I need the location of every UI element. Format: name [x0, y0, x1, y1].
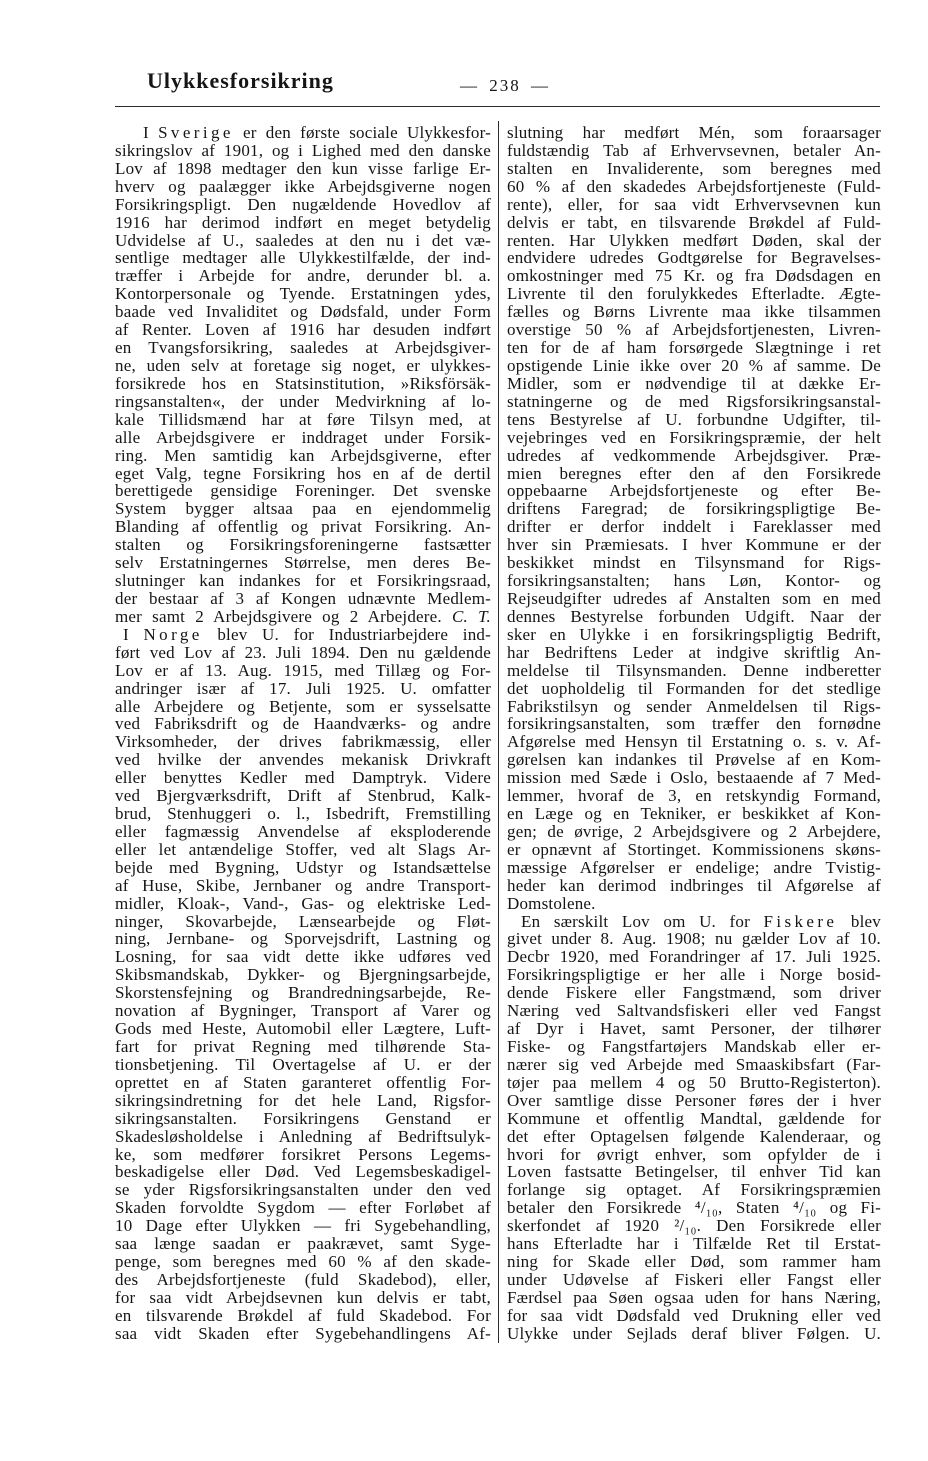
text-line: [115, 1038, 491, 1056]
line-text: ved Fabriksdrift og de Haandværks- og andre: [115, 714, 491, 734]
line-text: rente), eller, for saa vidt Erhvervsevnen kun: [507, 194, 881, 214]
text-line: [115, 178, 491, 196]
text-line: [507, 626, 881, 644]
text-line: [115, 375, 491, 393]
text-line: [507, 1253, 881, 1271]
line-text: saa vidt Skaden efter Sygebehandlingens Af-: [115, 1323, 491, 1343]
text-line: [115, 429, 491, 447]
line-text: hvori for øvrigt enhver, som opfylder de i: [507, 1144, 881, 1164]
text-line: [507, 1271, 881, 1289]
text-line: [115, 715, 491, 733]
text-line: [115, 590, 491, 608]
text-line: [507, 393, 881, 411]
line-text: oprettet en af Staten garanteret offentlig For-: [115, 1072, 491, 1092]
text-line: [115, 769, 491, 787]
line-text: slutninger kan indankes for et Forsikringsraad,: [115, 571, 491, 591]
line-text: en Læge og en Tekniker, er beskikket af Kon-: [507, 804, 881, 824]
line-text: baade ved Invaliditet og Dødsfald, under Form: [115, 302, 491, 322]
text-line: [507, 733, 881, 751]
text-line: [507, 232, 881, 250]
line-text: eller fagmæssig Anvendelse af eksploderende: [115, 821, 491, 841]
line-text: for saa vidt Dødsfald ved Drukning eller ved: [507, 1305, 881, 1325]
line-text: sikringslov af 1901, og i Lighed med den danske: [115, 140, 491, 160]
text-line: [507, 214, 881, 232]
text-line: [507, 321, 881, 339]
text-line: [115, 626, 491, 644]
line-text: I: [143, 123, 159, 142]
text-line: [507, 339, 881, 357]
line-text: Decbr 1920, med Forandringer af 17. Juli 1925.: [507, 947, 881, 967]
line-text: nærer sig ved Arbejde med Smaaskibsfart (Far-: [507, 1054, 881, 1074]
text-line: [115, 1110, 491, 1128]
line-text: forsikringsanstalten; hans Løn, Kontor- og: [507, 571, 881, 591]
text-line: [507, 769, 881, 787]
line-text: mer samt 2 Arbejdsgivere og 2 Arbejdere.: [115, 606, 452, 626]
line-text: dennes Bestyrelse forbunden Udgift. Naar der: [507, 606, 881, 626]
text-line: [507, 859, 881, 877]
text-line: [507, 1199, 881, 1217]
text-line: [115, 1146, 491, 1164]
text-line: [507, 1163, 881, 1181]
text-line: [507, 1038, 881, 1056]
line-text: ning for Skade eller Død, som rammer ham: [507, 1252, 881, 1272]
line-text: betaler den Forsikrede ⁴/₁₀, Staten ⁴/₁₀ og Fi-: [507, 1198, 881, 1218]
line-text: gen; de øvrige, 2 Arbejdsgivere og 2 Arbejdere,: [507, 821, 881, 841]
line-text: hans Efterladte har i Tilfælde Ret til Erstat-: [507, 1234, 881, 1254]
line-text: Livrente til den forulykkedes Efterladte. Ægte-: [507, 284, 881, 304]
line-text: novation af Bygninger, Transport af Varer og: [115, 1001, 491, 1021]
text-line: [507, 518, 881, 536]
text-line: [115, 1253, 491, 1271]
line-text: forsikrede hos en Statsinstitution, »Riksförsäk-: [115, 373, 491, 393]
text-line: [507, 930, 881, 948]
line-text: midler, Kloak-, Vand-, Gas- og elektriske Led-: [115, 893, 491, 913]
text-line: [507, 536, 881, 554]
line-text: 60 % af den skadedes Arbejdsfortjeneste (Fuld-: [507, 176, 881, 196]
line-text: beskadigelse eller Død. Ved Legemsbeskadigel-: [115, 1162, 491, 1182]
line-text: det uopholdelig til Formanden for det stedlige: [507, 678, 881, 698]
line-text: beskikket mindst en Tilsynsmand for Rigs-: [507, 553, 881, 573]
text-line: [507, 662, 881, 680]
line-text: eget Valg, tegne Forsikring hos en af de dertil: [115, 463, 491, 483]
line-text: Skorstensfejning og Brandredningsarbejde, Re-: [115, 983, 491, 1003]
text-line: [115, 1020, 491, 1038]
line-text: kale Tillidsmænd har at føre Tilsyn med, at: [115, 409, 491, 429]
text-line: [115, 249, 491, 267]
paragraph: [507, 913, 881, 1343]
text-line: [115, 841, 491, 859]
text-line: [507, 1074, 881, 1092]
line-text: sker en Ulykke i en forsikringspligtig Bedrift,: [507, 624, 881, 644]
spaced-emphasis: Norge: [143, 624, 203, 644]
line-text: sikringsanstalten. Forsikringens Genstand er: [115, 1108, 491, 1128]
line-text: ke, som medfører forsikret Persons Legems-: [115, 1144, 491, 1164]
line-text: Kommune et offentlig Mandtal, gældende for: [507, 1108, 881, 1128]
line-text: En særskilt Lov om U. for: [521, 911, 764, 931]
paragraph: [507, 124, 881, 913]
line-text: bejde med Bygning, Udstyr og Istandsættelse: [115, 857, 491, 877]
line-text: er den første sociale Ulykkesfor-: [233, 123, 492, 142]
line-text: renten. Har Ulykken medført Døden, skal der: [507, 230, 881, 250]
line-text: ved Bjergværksdrift, Drift af Stenbrud, Kalk-: [115, 786, 491, 806]
text-line: [115, 698, 491, 716]
line-text: alle Arbejdere og Betjente, som er sysselsatte: [115, 696, 491, 716]
line-text: meldelse til Tilsynsmanden. Denne indberetter: [507, 660, 881, 680]
text-line: [115, 1181, 491, 1199]
line-text: ten for de af ham forsørgede Slægtninge i ret: [507, 338, 881, 358]
line-text: statningerne og de med Rigsforsikringsanstal-: [507, 391, 881, 411]
line-text: ført ved Lov af 23. Juli 1894. Den nu gældende: [115, 642, 491, 662]
line-text: vejebringes ved en Forsikringspræmie, der helt: [507, 427, 881, 447]
line-text: tens Bestyrelse af U. forbundne Udgifter, til-: [507, 409, 881, 429]
text-line: [115, 411, 491, 429]
text-line: [507, 554, 881, 572]
text-line: [115, 393, 491, 411]
text-line: [507, 877, 881, 895]
line-text: træffer i Arbejde for andre, derunder bl. a.: [115, 266, 491, 286]
text-line: [507, 160, 881, 178]
text-line: [115, 1074, 491, 1092]
line-text: se yder Rigsforsikringsanstalten under den ved: [115, 1180, 491, 1200]
text-line: [115, 339, 491, 357]
text-line: [115, 751, 491, 769]
text-line: [507, 572, 881, 590]
header-rule: [115, 106, 880, 107]
text-line: [115, 1056, 491, 1074]
text-line: [115, 787, 491, 805]
line-text: Udvidelse af U., saaledes at den nu i det væ-: [115, 230, 491, 250]
text-line: [507, 948, 881, 966]
line-text: Skaden forvoldte Sygdom — efter Forløbet af: [115, 1198, 491, 1218]
text-line: [115, 1002, 491, 1020]
line-text: penge, som beregnes med 60 % af den skade-: [115, 1252, 491, 1272]
text-line: [507, 1002, 881, 1020]
author-signature: C. T.: [452, 606, 491, 626]
line-text: Blanding af offentlig og privat Forsikring. An-: [115, 517, 491, 537]
line-text: I: [123, 624, 144, 644]
text-line: [507, 500, 881, 518]
text-line: [115, 482, 491, 500]
spaced-emphasis: Sverige: [158, 123, 234, 142]
line-text: forlange sig optaget. Af Forsikringspræmien: [507, 1180, 881, 1200]
line-text: berettigede gensidige Foreninger. Det svenske: [115, 481, 491, 501]
text-line: [507, 680, 881, 698]
text-line: [115, 447, 491, 465]
text-line: [507, 1217, 881, 1235]
line-text: har Bedriftens Leder at indgive skriftlig An-: [507, 642, 881, 662]
line-text: Midler, som er nødvendige til at dække Er-: [507, 373, 881, 393]
text-line: [507, 196, 881, 214]
text-line: [115, 895, 491, 913]
line-text: fuldstændig Tab af Erhvervsevnen, betaler An-: [507, 140, 881, 160]
line-text: Fabrikstilsyn og sender Anmeldelsen til Rigs-: [507, 696, 881, 716]
text-line: [115, 142, 491, 160]
running-head-title: Ulykkesforsikring: [147, 68, 334, 93]
text-line: [115, 196, 491, 214]
text-line: [507, 124, 881, 142]
line-text: ninger, Skovarbejde, Lænsearbejde og Fløt-: [115, 911, 491, 931]
text-line: [115, 1199, 491, 1217]
line-text: tøjer paa mellem 4 og 50 Brutto-Registerton).: [507, 1072, 881, 1092]
line-text: Losning, for saa vidt dette ikke udføres ved: [115, 947, 491, 967]
line-text: sikringsindretning for det hele Land, Rigsfor-: [115, 1090, 491, 1110]
line-text: af Huse, Skibe, Jernbaner og andre Transport-: [115, 875, 491, 895]
text-line: [115, 554, 491, 572]
text-line: [507, 787, 881, 805]
text-line: [115, 1092, 491, 1110]
line-text: hverv og paalægger ikke Arbejdsgiverne nogen: [115, 176, 491, 196]
text-line: [115, 465, 491, 483]
text-line: [507, 1289, 881, 1307]
text-line: [115, 357, 491, 375]
line-text: Gods med Heste, Automobil eller Lægtere, Luft-: [115, 1019, 491, 1039]
text-line: [507, 1128, 881, 1146]
line-text: sentlige medtager alle Ulykkestilfælde, der ind-: [115, 248, 491, 268]
line-text: skerfondet af 1920 ²/₁₀. Den Forsikrede eller: [507, 1216, 881, 1236]
line-text: 1916 har derimod indført en meget betydelig: [115, 212, 491, 232]
line-text: forsikringsanstalten, som træffer den fornødne: [507, 714, 881, 734]
text-line: [507, 895, 881, 913]
text-line: [507, 447, 881, 465]
spaced-emphasis: Fiskere: [763, 911, 838, 931]
text-line: [115, 1235, 491, 1253]
line-text: ring. Men samtidig kan Arbejdsgiverne, efter: [115, 445, 491, 465]
line-text: blev: [837, 911, 881, 931]
line-text: der bestaar af 3 af Kongen udnævnte Medlem-: [115, 588, 491, 608]
text-line: [115, 1307, 491, 1325]
text-line: [507, 590, 881, 608]
line-text: ringsanstalten«, der under Medvirkning af lo-: [115, 391, 491, 411]
text-line: [115, 124, 491, 142]
line-text: 10 Dage efter Ulykken — fri Sygebehandling,: [115, 1216, 491, 1236]
text-line: [115, 1128, 491, 1146]
text-line: [507, 1056, 881, 1074]
page-number: — 238 —: [460, 76, 550, 95]
text-line: [115, 966, 491, 984]
line-text: omkostninger med 75 Kr. og fra Dødsdagen en: [507, 266, 881, 286]
line-text: oppebaarne Arbejdsfortjeneste og efter Be-: [507, 481, 881, 501]
line-text: heder kan derimod indbringes til Afgørelse af: [507, 875, 881, 895]
text-line: [507, 823, 881, 841]
line-text: Skibsmandskab, Dykker- og Bjergningsarbejde,: [115, 965, 491, 985]
column-divider: [498, 121, 499, 1343]
text-line: [115, 518, 491, 536]
text-line: [507, 1325, 881, 1343]
line-text: stalten en Invaliderente, som beregnes med: [507, 158, 881, 178]
line-text: Over samtlige disse Personer føres der i hver: [507, 1090, 881, 1110]
text-line: [507, 1307, 881, 1325]
text-line: [115, 1325, 491, 1343]
line-text: Færdsel paa Søen ogsaa uden for hans Næring,: [507, 1287, 881, 1307]
line-text: givet under 8. Aug. 1908; nu gælder Lov af 10.: [507, 929, 881, 949]
text-line: [507, 375, 881, 393]
line-text: en Tvangsforsikring, saaledes at Arbejdsgiver-: [115, 338, 491, 358]
line-text: Næring ved Saltvandsfiskeri eller ved Fangst: [507, 1001, 881, 1021]
text-line: [115, 500, 491, 518]
line-text: det efter Optagelsen følgende Kalenderaar, og: [507, 1126, 881, 1146]
line-text: Skadesløsholdelse i Anledning af Bedriftsulyk-: [115, 1126, 491, 1146]
line-text: af Dyr i Havet, samt Personer, der tilhører: [507, 1019, 881, 1039]
text-line: [507, 1181, 881, 1199]
paragraph: [115, 124, 491, 626]
line-text: overstige 50 % af Arbejdsfortjenesten, Livren-: [507, 320, 881, 340]
text-line: [115, 733, 491, 751]
text-line: [507, 966, 881, 984]
line-text: Kontorpersonale og Tyende. Erstatningen ydes,: [115, 284, 491, 304]
text-line: [507, 267, 881, 285]
line-text: driftens Faregrad; de forsikringspligtige Be-: [507, 499, 881, 519]
text-line: [115, 805, 491, 823]
line-text: Afgørelse med Hensyn til Erstatning o. s. v. Af-: [507, 732, 881, 752]
line-text: dende Fiskere eller Fangstmænd, som driver: [507, 983, 881, 1003]
line-text: eller benyttes Kedler med Damptryk. Videre: [115, 768, 491, 788]
text-line: [507, 1110, 881, 1128]
line-text: af Renter. Loven af 1916 har desuden indført: [115, 320, 491, 340]
text-line: [507, 751, 881, 769]
text-line: [115, 303, 491, 321]
line-text: gørelsen kan indankes til Prøvelse af en Kom-: [507, 750, 881, 770]
text-line: [507, 913, 881, 931]
paragraph: [115, 626, 491, 1343]
text-line: [507, 285, 881, 303]
text-line: [507, 465, 881, 483]
text-line: [507, 841, 881, 859]
line-text: Rejseudgifter udredes af Anstalten som en med: [507, 588, 881, 608]
text-line: [507, 429, 881, 447]
line-text: hver sin Præmiesats. I hver Kommune er der: [507, 535, 881, 555]
line-text: des Arbejdsfortjeneste (fuld Skadebod), eller,: [115, 1270, 491, 1289]
text-line: [507, 178, 881, 196]
line-text: ne, uden selv at foretage sig noget, er ulykkes-: [115, 355, 491, 375]
line-text: Loven fastsatte Betingelser, til enhver Tid kan: [507, 1162, 881, 1182]
line-text: Fiske- og Fangstfartøjers Mandskab eller er-: [507, 1037, 881, 1057]
text-line: [507, 357, 881, 375]
text-line: [115, 1163, 491, 1181]
text-line: [507, 698, 881, 716]
text-line: [507, 482, 881, 500]
line-text: fart for privat Regning med tilhørende Sta-: [115, 1037, 491, 1057]
text-line: [115, 662, 491, 680]
line-text: mæssige Afgørelser er endelige; andre Tvistig-: [507, 857, 881, 877]
line-text: Ulykke under Sejlads deraf bliver Følgen. U.: [507, 1323, 881, 1343]
text-line: [507, 303, 881, 321]
left-column: [115, 124, 491, 1343]
line-text: delvis er tabt, en tilsvarende Brøkdel af Fuld-: [507, 212, 881, 232]
text-line: [507, 249, 881, 267]
text-line: [507, 805, 881, 823]
text-line: [115, 930, 491, 948]
line-text: lemmer, hvoraf de 3, en retskyndig Formand,: [507, 786, 881, 806]
text-line: [115, 948, 491, 966]
text-line: [115, 572, 491, 590]
text-line: [115, 644, 491, 662]
text-line: [507, 984, 881, 1002]
text-line: [115, 859, 491, 877]
text-line: [115, 984, 491, 1002]
line-text: under Udøvelse af Fiskeri eller Fangst eller: [507, 1270, 881, 1289]
line-text: stalten og Forsikringsforeningerne fastsætter: [115, 535, 491, 555]
line-text: blev U. for Industriarbejdere ind-: [202, 624, 491, 644]
line-text: endvidere udredes Godtgørelse for Begravelses-: [507, 248, 881, 268]
line-text: Forsikringspligtige er her alle i Norge bosid-: [507, 965, 881, 985]
line-text: Lov af 1898 medtager den kun visse farlige Er-: [115, 158, 491, 178]
line-text: Forsikringspligt. Den nugældende Hovedlov af: [115, 194, 491, 214]
text-line: [115, 1217, 491, 1235]
line-text: mission med Sæde i Oslo, bestaaende af 7 Med-: [507, 768, 881, 788]
text-line: [115, 1271, 491, 1289]
line-text: tionsbetjening. Til Overtagelse af U. er der: [115, 1054, 491, 1074]
line-text: for saa vidt Arbejdsevnen kun delvis er tabt,: [115, 1287, 491, 1307]
line-text: eller let antændelige Stoffer, ved alt Slags Ar-: [115, 839, 491, 859]
text-line: [507, 1020, 881, 1038]
text-line: [115, 214, 491, 232]
text-line: [507, 411, 881, 429]
line-text: Domstolene.: [507, 893, 596, 913]
text-line: [507, 715, 881, 733]
text-line: [115, 1289, 491, 1307]
text-line: [507, 142, 881, 160]
text-line: [115, 823, 491, 841]
line-text: fælles og Børns Livrente maa ikke tilsammen: [507, 302, 881, 322]
line-text: ved hvilke der anvendes mekanisk Drivkraft: [115, 750, 491, 770]
line-text: opstigende Linie ikke over 20 % af samme. De: [507, 355, 881, 375]
text-line: [115, 913, 491, 931]
line-text: en tilsvarende Brøkdel af fuld Skadebod. For: [115, 1305, 491, 1325]
line-text: andringer især af 17. Juli 1925. U. omfatter: [115, 678, 491, 698]
line-text: mien beregnes efter den af den Forsikrede: [507, 463, 881, 483]
text-line: [115, 536, 491, 554]
line-text: Lov er af 13. Aug. 1915, med Tillæg og For-: [115, 660, 491, 680]
line-text: saa længe saadan er paakrævet, samt Syge-: [115, 1234, 491, 1254]
text-line: [115, 877, 491, 895]
text-line: [115, 232, 491, 250]
text-line: [507, 1146, 881, 1164]
line-text: udredes af vedkommende Arbejdsgiver. Præ-: [507, 445, 881, 465]
line-text: slutning har medført Mén, som foraarsager: [507, 123, 881, 142]
text-line: [507, 1092, 881, 1110]
line-text: er opnævnt af Stortinget. Kommissionens skøns-: [507, 839, 881, 859]
line-text: selv Erstatningernes Størrelse, men deres Be-: [115, 553, 491, 573]
text-line: [115, 680, 491, 698]
text-line: [115, 321, 491, 339]
text-line: [507, 608, 881, 626]
right-column: [507, 124, 881, 1343]
line-text: drifter er derfor inddelt i Fareklasser med: [507, 517, 881, 537]
line-text: alle Arbejdsgivere er inddraget under Forsik-: [115, 427, 491, 447]
line-text: ning, Jernbane- og Sporvejsdrift, Lastning og: [115, 929, 491, 949]
line-text: System bygger altsaa paa en ejendommelig: [115, 499, 491, 519]
text-line: [507, 1235, 881, 1253]
line-text: brud, Stenhuggeri o. l., Isbedrift, Fremstilling: [115, 804, 491, 824]
text-line: [115, 267, 491, 285]
text-line: [115, 160, 491, 178]
text-line: [507, 644, 881, 662]
text-line: [115, 285, 491, 303]
line-text: Virksomheder, der drives fabrikmæssig, eller: [115, 732, 491, 752]
text-line: [115, 608, 491, 626]
